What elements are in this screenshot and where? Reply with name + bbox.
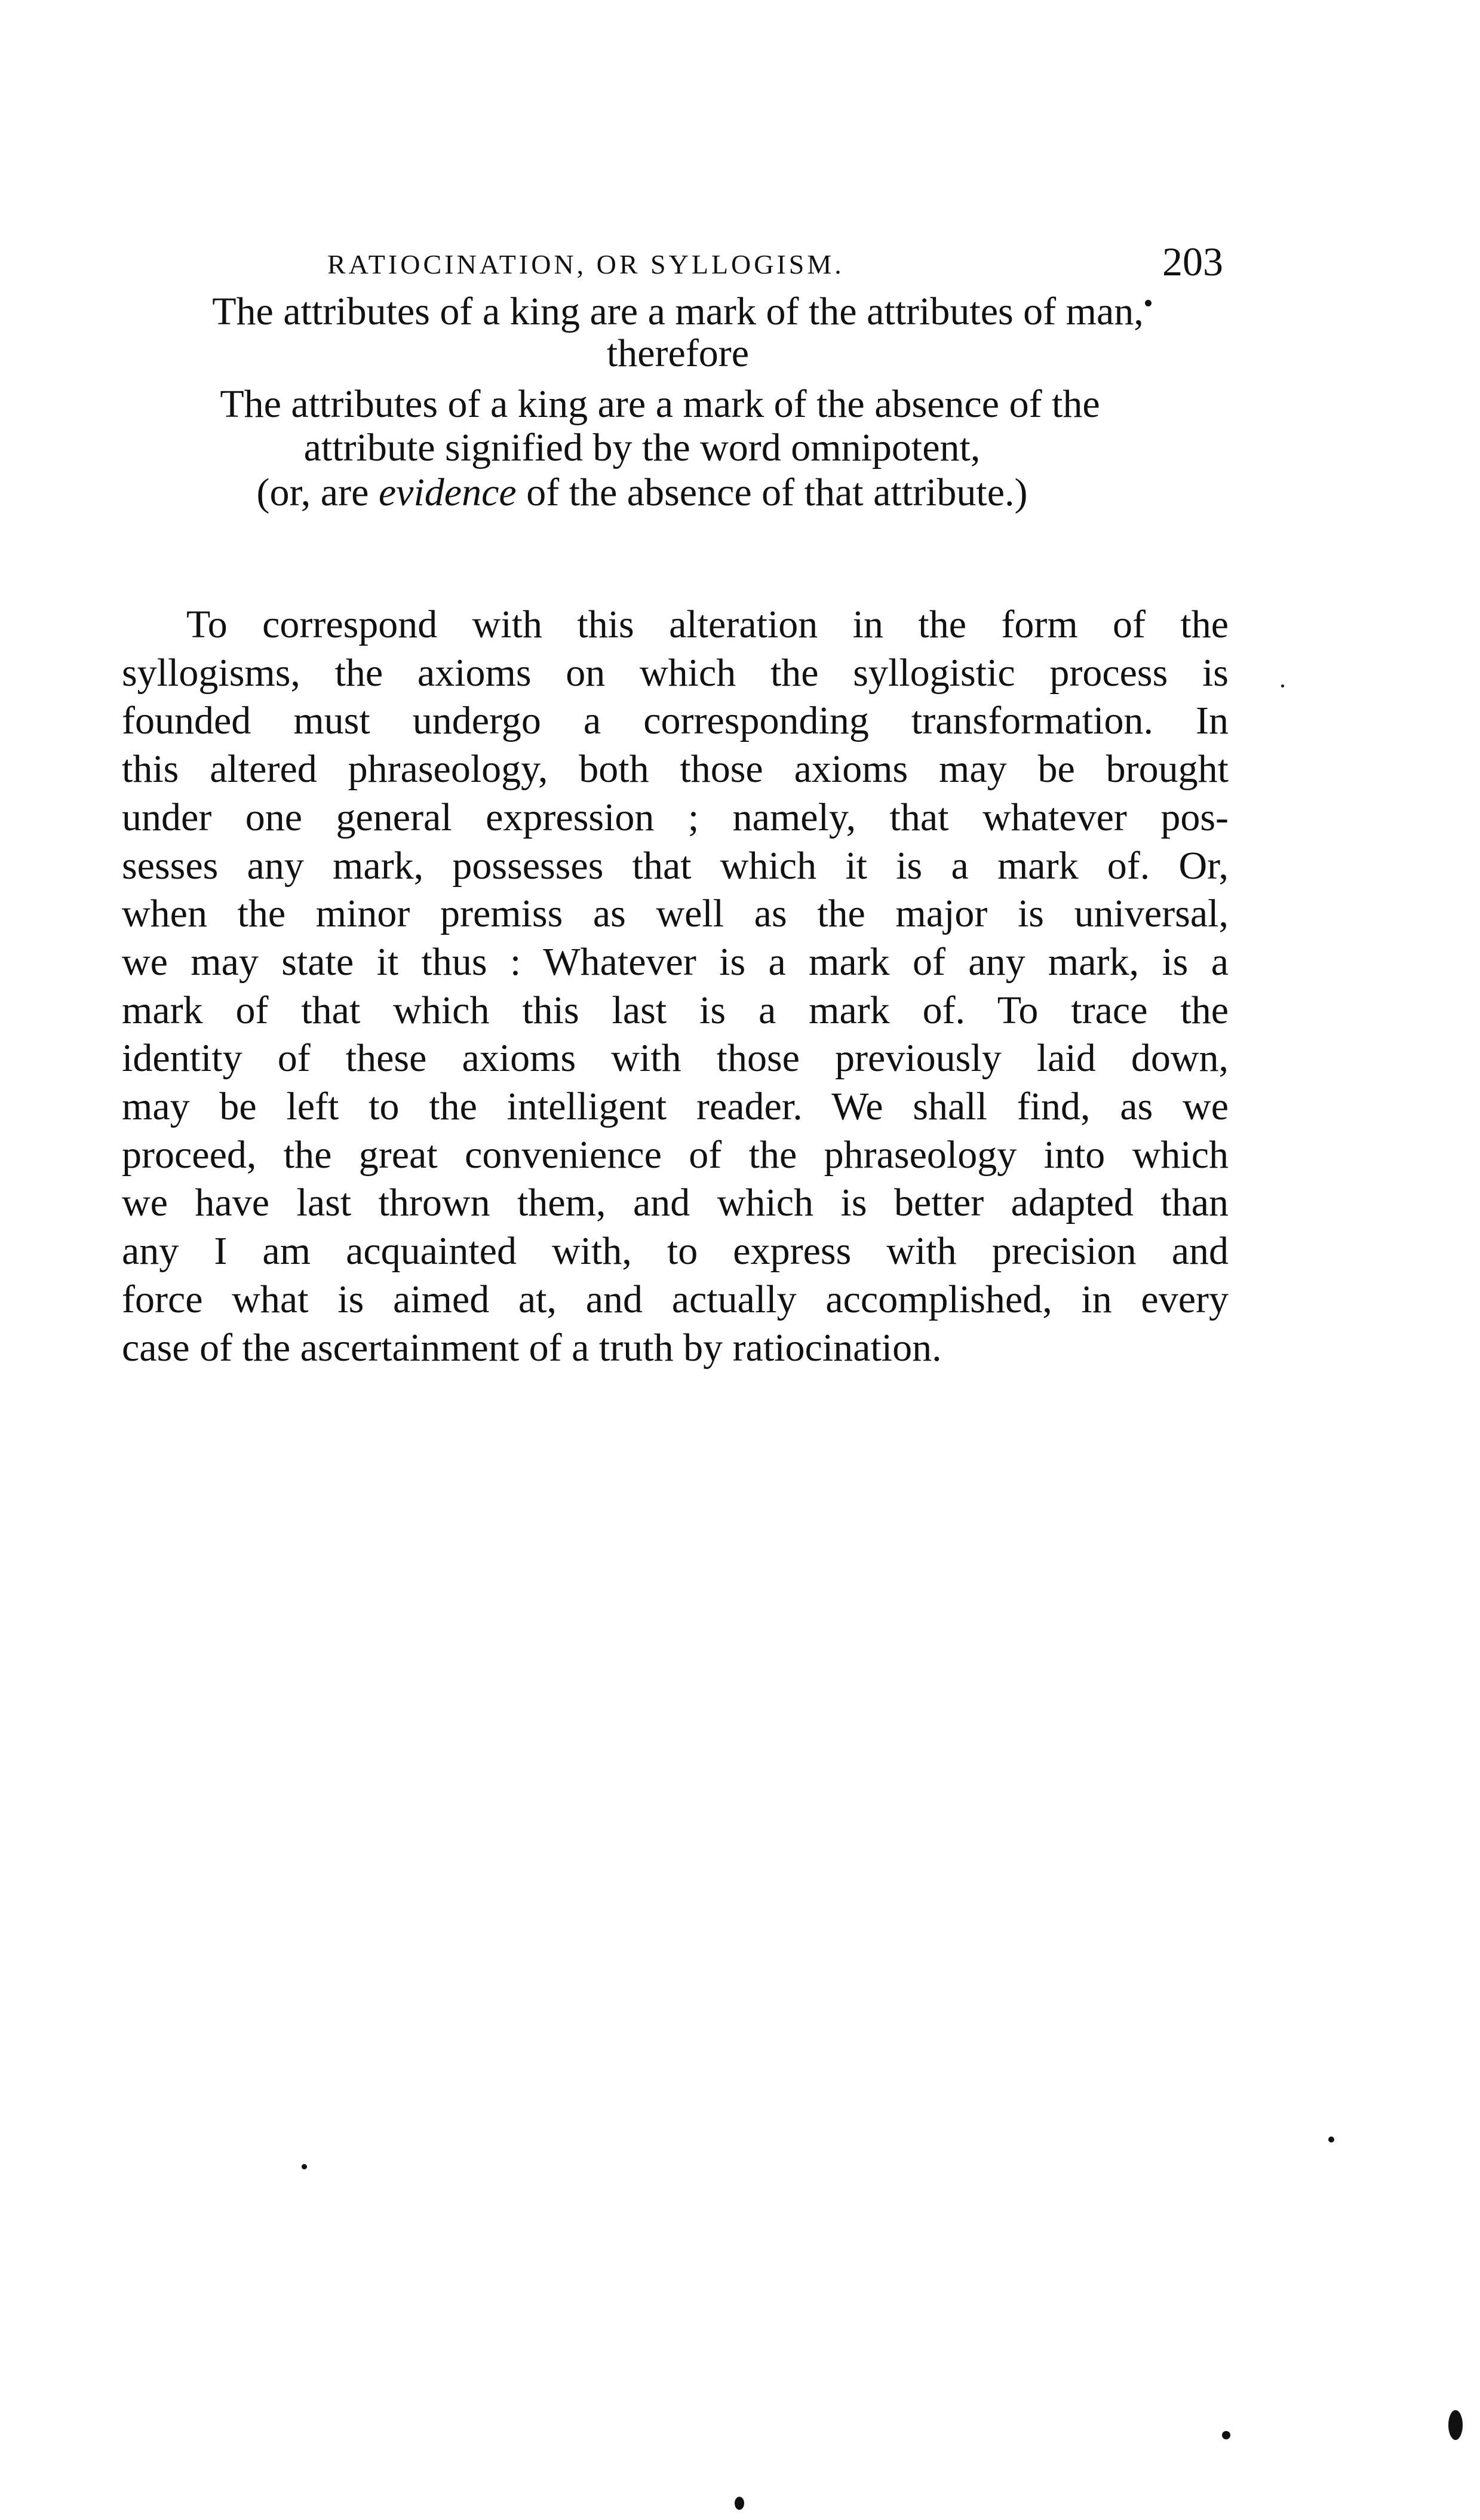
connective-line: therefore	[606, 332, 750, 375]
paragraph-line: we may state it thus : Whatever is a mark of any mark, is a	[122, 940, 1229, 984]
conclusion-line-2: attribute signified by the word omnipotent,	[303, 426, 981, 469]
ink-speck	[302, 2164, 307, 2169]
page-number: 203	[1162, 239, 1223, 284]
paragraph-line: syllogisms, the axioms on which the syllogistic process is	[122, 650, 1229, 695]
paragraph-line: sesses any mark, possesses that which it is a mark of. Or,	[122, 843, 1229, 888]
conclusion-line-1: The attributes of a king are a mark of the absence of the	[220, 382, 1100, 426]
ink-speck	[1222, 2431, 1230, 2439]
paragraph-line: may be left to the intelligent reader. We shall find, as we	[122, 1085, 1229, 1128]
ink-speck	[1281, 685, 1284, 687]
paragraph-line: proceed, the great convenience of the phraseology into which	[122, 1132, 1229, 1177]
ink-speck	[735, 2497, 744, 2510]
paragraph-line: any I am acquainted with, to express with precision and	[122, 1229, 1229, 1273]
running-title: RATIOCINATION, OR SYLLOGISM.	[327, 249, 845, 280]
paragraph-line: when the minor premiss as well as the major is universal,	[122, 892, 1229, 936]
premise-line: The attributes of a king are a mark of the attributes of man,	[212, 290, 1144, 333]
paragraph-line: case of the ascertainment of a truth by ratiocination.	[122, 1325, 942, 1370]
paragraph-line: this altered phraseology, both those axioms may be brought	[122, 747, 1229, 791]
paragraph-line: To correspond with this alteration in the form of the	[186, 603, 1229, 646]
ink-speck	[1145, 300, 1152, 306]
paragraph-line: identity of these axioms with those previously laid down,	[122, 1036, 1229, 1081]
ink-speck	[1448, 2410, 1463, 2440]
paragraph-line: force what is aimed at, and actually accomplished, in every	[122, 1277, 1229, 1321]
gloss-italic: evidence	[378, 471, 517, 514]
paragraph-line: we have last thrown them, and which is better adapted than	[122, 1181, 1229, 1225]
gloss-open: (or, are	[256, 471, 379, 514]
paragraph-line: under one general expression ; namely, that whatever pos-	[122, 795, 1229, 839]
gloss-line	[84, 470, 1200, 515]
paragraph-line: founded must undergo a corresponding transformation. In	[122, 699, 1229, 743]
gloss-close: of the absence of that attribute.)	[516, 471, 1028, 514]
paragraph-line: mark of that which this last is a mark of. To trace the	[122, 988, 1229, 1032]
ink-speck	[1328, 2137, 1334, 2143]
